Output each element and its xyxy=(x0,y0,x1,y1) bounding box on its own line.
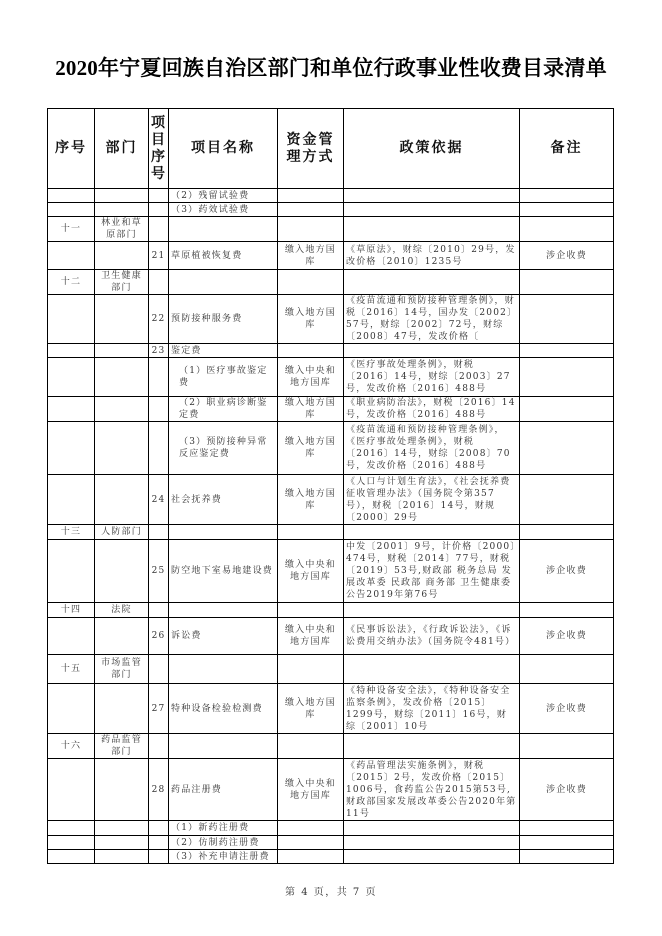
cell-policy xyxy=(344,850,520,864)
header-item-name: 项目名称 xyxy=(169,109,278,189)
cell-item-name xyxy=(169,655,278,684)
cell-item-seq xyxy=(149,270,169,295)
table-row xyxy=(48,836,614,850)
cell-note xyxy=(520,189,614,203)
cell-item-seq xyxy=(149,734,169,759)
table-row xyxy=(48,242,614,270)
cell-note xyxy=(520,397,614,422)
cell-dept xyxy=(95,397,149,422)
cell-item-name: 诉讼费 xyxy=(169,618,278,655)
cell-seq xyxy=(48,836,95,850)
cell-dept xyxy=(95,344,149,358)
cell-fund xyxy=(278,734,344,759)
cell-fund: 缴入中央和地方国库 xyxy=(278,540,344,603)
cell-fund xyxy=(278,270,344,295)
cell-dept: 人防部门 xyxy=(95,525,149,540)
cell-dept xyxy=(95,618,149,655)
table-row-dept-header xyxy=(48,525,614,540)
table-row-dept-header xyxy=(48,270,614,295)
cell-seq xyxy=(48,850,95,864)
cell-seq: 十四 xyxy=(48,603,95,618)
table-row-dept-header xyxy=(48,734,614,759)
cell-item-name xyxy=(169,734,278,759)
cell-note xyxy=(520,475,614,525)
cell-item-name: 预防接种服务费 xyxy=(169,295,278,344)
cell-fund xyxy=(278,836,344,850)
cell-item-name: 社会抚养费 xyxy=(169,475,278,525)
cell-seq: 十一 xyxy=(48,217,95,242)
cell-seq xyxy=(48,422,95,475)
cell-policy: 《草原法》，财综〔2010〕29号，发改价格〔2010〕1235号 xyxy=(344,242,520,270)
cell-note xyxy=(520,203,614,217)
cell-fund: 缴入中央和地方国库 xyxy=(278,618,344,655)
header-seq: 序号 xyxy=(48,109,95,189)
cell-dept: 卫生健康部门 xyxy=(95,270,149,295)
cell-dept: 法院 xyxy=(95,603,149,618)
cell-item-seq xyxy=(149,603,169,618)
cell-item-seq xyxy=(149,189,169,203)
cell-dept: 林业和草原部门 xyxy=(95,217,149,242)
table-row xyxy=(48,850,614,864)
cell-policy xyxy=(344,217,520,242)
cell-item-name: （3）预防接种异常反应鉴定费 xyxy=(169,422,278,475)
cell-fund: 缴入地方国库 xyxy=(278,295,344,344)
cell-item-seq xyxy=(149,203,169,217)
cell-seq xyxy=(48,759,95,821)
cell-dept: 市场监管部门 xyxy=(95,655,149,684)
table-row xyxy=(48,821,614,836)
cell-item-name: （3）药效试验费 xyxy=(169,203,278,217)
cell-dept xyxy=(95,540,149,603)
cell-fund xyxy=(278,344,344,358)
cell-seq xyxy=(48,475,95,525)
cell-note xyxy=(520,821,614,836)
table-row xyxy=(48,203,614,217)
cell-policy: 《疫苗流通和预防接种管理条例》，《医疗事故处理条例》，财税〔2016〕14号，财综〔2008〕70号，发改价格〔2016〕488号 xyxy=(344,422,520,475)
cell-seq xyxy=(48,242,95,270)
cell-item-name xyxy=(169,217,278,242)
table-row-dept-header xyxy=(48,217,614,242)
table-row xyxy=(48,358,614,397)
cell-item-name: 防空地下室易地建设费 xyxy=(169,540,278,603)
table-row xyxy=(48,422,614,475)
cell-policy: 《医疗事故处理条例》，财税〔2016〕14号，财综〔2003〕27号，发改价格〔2016〕488号 xyxy=(344,358,520,397)
fee-catalog-table xyxy=(47,108,614,864)
cell-policy xyxy=(344,821,520,836)
cell-fund: 缴入地方国库 xyxy=(278,475,344,525)
cell-seq xyxy=(48,189,95,203)
cell-fund xyxy=(278,217,344,242)
cell-policy xyxy=(344,836,520,850)
cell-note xyxy=(520,603,614,618)
cell-seq xyxy=(48,684,95,734)
cell-item-seq: 23 xyxy=(149,344,169,358)
cell-dept xyxy=(95,203,149,217)
cell-fund: 缴入地方国库 xyxy=(278,684,344,734)
cell-policy: 中发〔2001〕9号，计价格〔2000〕474号，财税〔2014〕77号，财税〔2019〕53号,财政部 税务总局 发展改革委 民政部 商务部 卫生健康委公告2019年第76号 xyxy=(344,540,520,603)
cell-note: 涉企收费 xyxy=(520,618,614,655)
table-row-dept-header xyxy=(48,603,614,618)
cell-dept xyxy=(95,684,149,734)
cell-item-seq xyxy=(149,422,169,475)
cell-note xyxy=(520,358,614,397)
cell-item-seq xyxy=(149,397,169,422)
cell-fund xyxy=(278,525,344,540)
table-row xyxy=(48,295,614,344)
cell-item-name: （1）新药注册费 xyxy=(169,821,278,836)
table-header-row xyxy=(48,109,614,189)
cell-item-name xyxy=(169,525,278,540)
cell-note xyxy=(520,422,614,475)
cell-note xyxy=(520,525,614,540)
table-row xyxy=(48,397,614,422)
cell-seq: 十六 xyxy=(48,734,95,759)
cell-policy: 《药品管理法实施条例》，财税〔2015〕2号，发改价格〔2015〕1006号，食药监公告2015第53号,财政部国家发展改革委公告2020年第11号 xyxy=(344,759,520,821)
cell-policy xyxy=(344,603,520,618)
cell-seq xyxy=(48,397,95,422)
cell-item-name: （1）医疗事故鉴定费 xyxy=(169,358,278,397)
cell-note xyxy=(520,217,614,242)
cell-seq xyxy=(48,540,95,603)
cell-policy xyxy=(344,525,520,540)
cell-fund: 缴入地方国库 xyxy=(278,422,344,475)
cell-item-seq: 22 xyxy=(149,295,169,344)
cell-fund: 缴入地方国库 xyxy=(278,397,344,422)
cell-fund xyxy=(278,603,344,618)
table-row xyxy=(48,540,614,603)
cell-item-seq xyxy=(149,850,169,864)
cell-item-seq: 28 xyxy=(149,759,169,821)
cell-dept xyxy=(95,821,149,836)
cell-item-name: 草原植被恢复费 xyxy=(169,242,278,270)
cell-dept: 药品监管部门 xyxy=(95,734,149,759)
cell-seq xyxy=(48,821,95,836)
cell-item-seq xyxy=(149,525,169,540)
cell-dept xyxy=(95,295,149,344)
header-item-seq: 项 目 序 号 xyxy=(149,109,169,189)
cell-seq xyxy=(48,344,95,358)
cell-seq: 十五 xyxy=(48,655,95,684)
cell-item-name: 特种设备检验检测费 xyxy=(169,684,278,734)
cell-item-seq xyxy=(149,358,169,397)
cell-item-name: （2）仿制药注册费 xyxy=(169,836,278,850)
table-row-dept-header xyxy=(48,655,614,684)
cell-dept xyxy=(95,836,149,850)
cell-note xyxy=(520,734,614,759)
cell-fund xyxy=(278,189,344,203)
cell-fund: 缴入中央和地方国库 xyxy=(278,759,344,821)
cell-policy xyxy=(344,270,520,295)
header-note: 备注 xyxy=(520,109,614,189)
cell-note xyxy=(520,850,614,864)
table-row xyxy=(48,684,614,734)
cell-seq xyxy=(48,295,95,344)
cell-item-name: 鉴定费 xyxy=(169,344,278,358)
cell-fund xyxy=(278,203,344,217)
cell-note: 涉企收费 xyxy=(520,759,614,821)
cell-fund: 缴入中央和地方国库 xyxy=(278,358,344,397)
cell-seq: 十二 xyxy=(48,270,95,295)
cell-item-name xyxy=(169,603,278,618)
header-fund-mgmt: 资金管理方式 xyxy=(278,109,344,189)
cell-item-seq: 25 xyxy=(149,540,169,603)
cell-note xyxy=(520,655,614,684)
table-row xyxy=(48,475,614,525)
table-row xyxy=(48,618,614,655)
cell-item-seq: 21 xyxy=(149,242,169,270)
cell-dept xyxy=(95,422,149,475)
cell-item-name xyxy=(169,270,278,295)
cell-policy: 《疫苗流通和预防接种管理条例》，财税〔2016〕14号，国办发〔2002〕57号，财综〔2002〕72号，财综〔2008〕47号，发改价格〔 xyxy=(344,295,520,344)
cell-fund xyxy=(278,655,344,684)
cell-dept xyxy=(95,475,149,525)
cell-item-seq: 26 xyxy=(149,618,169,655)
cell-policy: 《职业病防治法》，财税〔2016〕14号，发改价格〔2016〕488号 xyxy=(344,397,520,422)
cell-note xyxy=(520,295,614,344)
cell-item-name: （3）补充申请注册费 xyxy=(169,850,278,864)
cell-item-seq xyxy=(149,217,169,242)
cell-policy: 《民事诉讼法》，《行政诉讼法》，《诉讼费用交纳办法》（国务院令481号） xyxy=(344,618,520,655)
header-policy: 政策依据 xyxy=(344,109,520,189)
cell-note: 涉企收费 xyxy=(520,242,614,270)
cell-note: 涉企收费 xyxy=(520,684,614,734)
cell-item-seq xyxy=(149,821,169,836)
cell-seq: 十三 xyxy=(48,525,95,540)
cell-seq xyxy=(48,358,95,397)
cell-dept xyxy=(95,759,149,821)
cell-policy: 《人口与计划生育法》，《社会抚养费征收管理办法》（国务院令第357号），财税〔2016〕14号，财规〔2000〕29号 xyxy=(344,475,520,525)
cell-note xyxy=(520,344,614,358)
cell-policy xyxy=(344,189,520,203)
cell-item-name: 药品注册费 xyxy=(169,759,278,821)
cell-item-seq: 24 xyxy=(149,475,169,525)
table-row xyxy=(48,189,614,203)
cell-fund: 缴入地方国库 xyxy=(278,242,344,270)
cell-item-seq: 27 xyxy=(149,684,169,734)
cell-dept xyxy=(95,850,149,864)
document-title: 2020年宁夏回族自治区部门和单位行政事业性收费目录清单 xyxy=(55,56,607,80)
cell-item-name: （2）职业病诊断鉴定费 xyxy=(169,397,278,422)
header-dept: 部门 xyxy=(95,109,149,189)
cell-dept xyxy=(95,242,149,270)
cell-seq xyxy=(48,618,95,655)
cell-policy xyxy=(344,203,520,217)
cell-note xyxy=(520,270,614,295)
cell-note: 涉企收费 xyxy=(520,540,614,603)
cell-item-name: （2）残留试验费 xyxy=(169,189,278,203)
cell-policy xyxy=(344,734,520,759)
cell-dept xyxy=(95,189,149,203)
cell-policy xyxy=(344,344,520,358)
cell-item-seq xyxy=(149,836,169,850)
cell-fund xyxy=(278,821,344,836)
cell-policy xyxy=(344,655,520,684)
cell-fund xyxy=(278,850,344,864)
cell-note xyxy=(520,836,614,850)
table-row xyxy=(48,344,614,358)
cell-dept xyxy=(95,358,149,397)
page-indicator: 第 4 页，共 7 页 xyxy=(285,887,377,898)
cell-policy: 《特种设备安全法》，《特种设备安全监察条例》，发改价格〔2015〕1299号，财综〔2011〕16号，财综〔2001〕10号 xyxy=(344,684,520,734)
cell-seq xyxy=(48,203,95,217)
table-row xyxy=(48,759,614,821)
cell-item-seq xyxy=(149,655,169,684)
